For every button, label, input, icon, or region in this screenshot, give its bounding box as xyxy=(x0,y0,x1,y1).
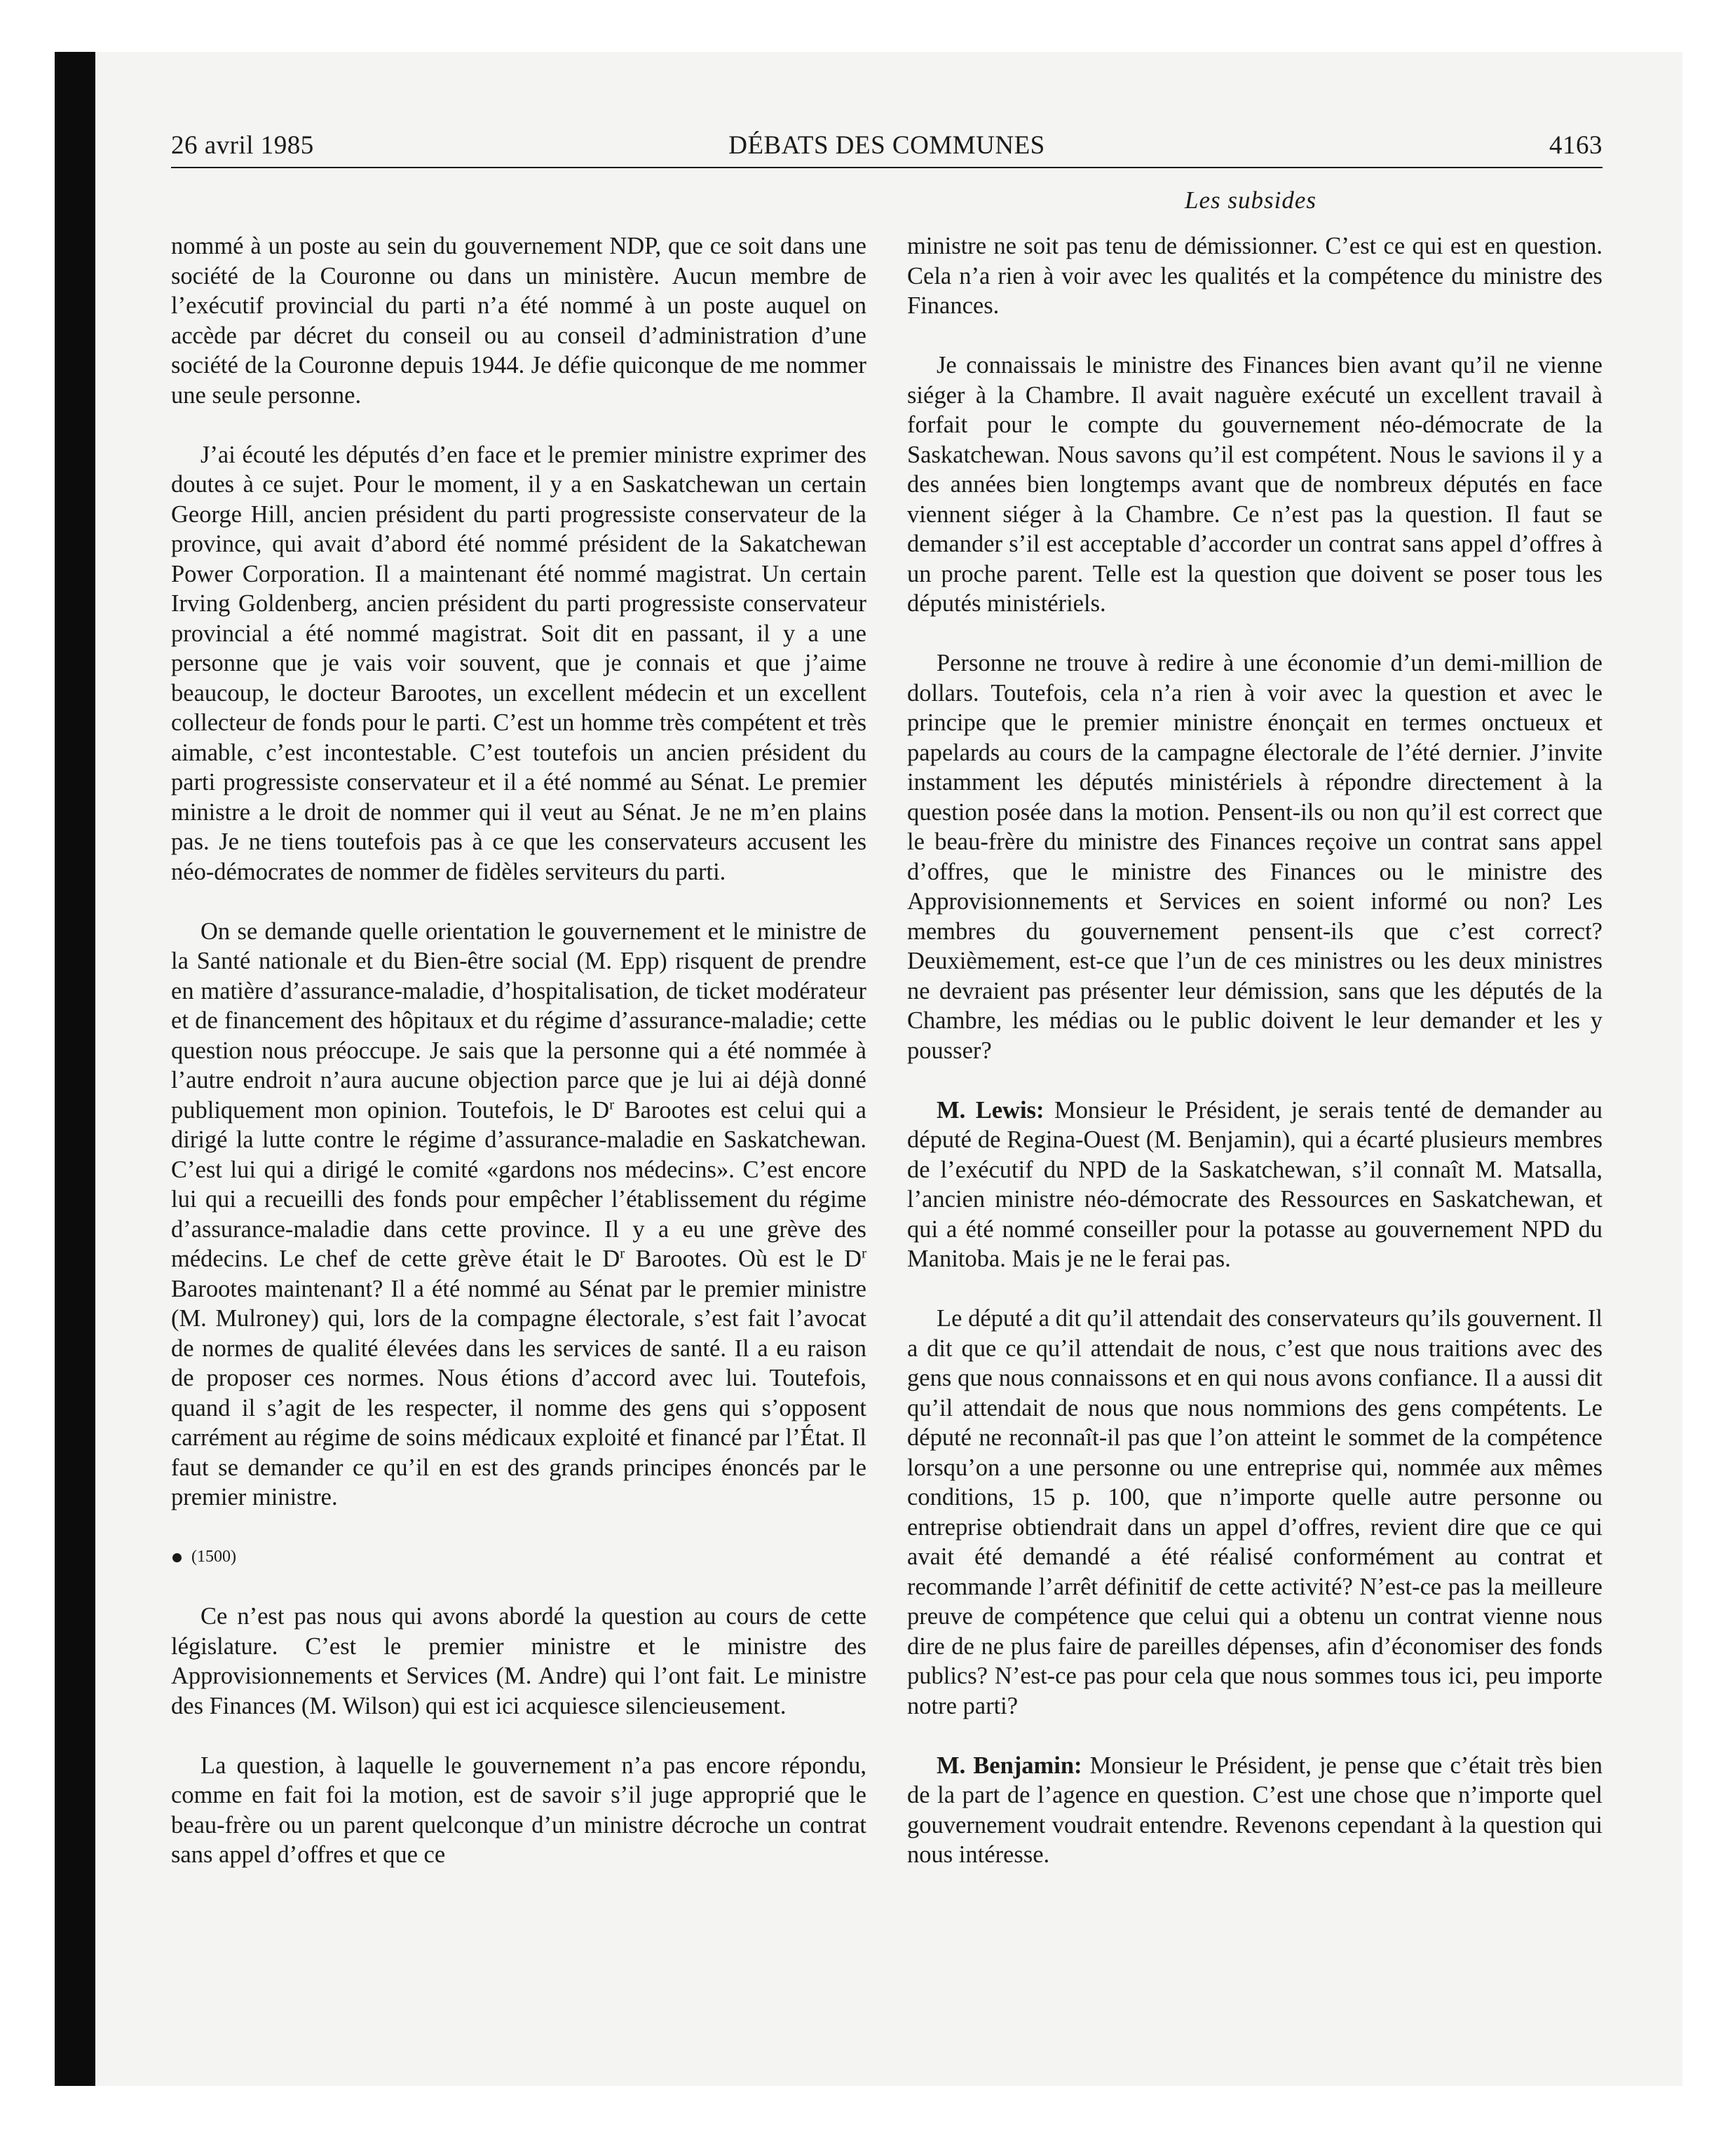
speaker-name: M. Lewis: xyxy=(937,1096,1045,1124)
speaker-name: M. Benjamin: xyxy=(937,1752,1082,1779)
header-publication: DÉBATS DES COMMUNES xyxy=(728,131,1045,160)
header-date: 26 avril 1985 xyxy=(171,131,314,160)
paragraph-text: Barootes maintenant? Il a été nommé au Sénat par le premier ministre (M. Mulroney) qui, lors de la compagne électorale, s’est fait l’avocat de normes de qualité élevées dans les services de santé. Il a eu raison de proposer ces normes. Nous étions d’accord avec lui. Toutefois, quand il s’agit de les respecter, il nomme des gens qui s’opposent carrément au régime de soins médicaux exploité et financé par l’État. Il faut se demander ce qu’il en est des grands principes énoncés par le premier ministre. xyxy=(171,1275,866,1510)
paragraph: Ce n’est pas nous qui avons abordé la question au cours de cette législature. C’est le premier ministre et le ministre des Approvisionnements et Services (M. Andre) qui l’ont fait. Le ministre des Finances (M. Wilson) qui est ici acquiesce silencieusement. xyxy=(171,1603,866,1719)
paragraph-text: Monsieur le Président, je pense que c’était très bien de la part de l’agence en question. C’est une chose que n’importe quel gouvernement voudrait entendre. Revenons cependant à la question qui nous intéresse. xyxy=(907,1752,1603,1868)
paragraph-text: Monsieur le Président, je serais tenté de demander au député de Regina-Ouest (M. Benjamin), qui a écarté plusieurs membres de l’exécutif du NPD de la Saskatchewan, s’il connaît M. Matsalla, l’ancien ministre néo-démocrate des Ressources en Saskatchewan, et qui a été nommé conseiller pour la potasse au gouvernement NPD du Manitoba. Mais je ne le ferai pas. xyxy=(907,1096,1603,1272)
timestamp xyxy=(171,1542,866,1572)
paragraph-text: Barootes. Où est le D xyxy=(625,1246,862,1272)
paragraph: Personne ne trouve à redire à une économie d’un demi-million de dollars. Toutefois, cela n’a rien à voir avec la question et avec le principe que le premier ministre énonçait en termes onctueux et papelards au cours de la campagne électorale de l’été dernier. J’invite instamment les députés ministériels à répondre directement à la question posée dans la motion. Pensent-ils ou non qu’il est correct que le beau-frère du ministre des Finances reçoive un contrat sans appel d’offres, que le ministre des Finances ou le ministre des Approvisionnements et Services en soient informé ou non? Les membres du gouvernement pensent-ils que c’est correct? Deuxièmement, est-ce que l’un de ces ministres ou les deux ministres ne devraient pas présenter leur démission, sans que les députés de la Chambre, les médias ou le public doivent le leur demander et les y pousser? xyxy=(907,650,1603,1064)
superscript: r xyxy=(862,1246,866,1262)
running-head: Les subsides xyxy=(1185,186,1316,214)
paragraph: Le député a dit qu’il attendait des conservateurs qu’ils gouvernent. Il a dit que ce qu’il attendait de nous, c’est que nous traitions avec des gens que nous connaissons et en qui nous avons confiance. Il a aussi dit qu’il attendait de nous que nous nommions des gens compétents. Le député ne reconnaît-il pas que l’on atteint le sommet de la compétence lorsqu’on a une personne ou une entreprise qui, nommée aux mêmes conditions, 15 p. 100, que n’importe quelle autre personne ou entreprise obtiendrait dans un appel d’offres, revient dire que ce qui avait été demandé a été réalisé conformément au contrat et recommande l’arrêt définitif de cette activité? N’est-ce pas la meilleure preuve de compétence que celui qui a obtenu un contrat vienne nous dire de ne plus faire de pareilles dépenses, afin d’économiser des fonds publics? N’est-ce pas pour cela que nous sommes tous ici, peu importe notre parti? xyxy=(907,1305,1603,1719)
paragraph: nommé à un poste au sein du gouvernement NDP, que ce soit dans une société de la Couronne ou dans un ministère. Aucun membre de l’exécutif provincial du parti n’a été nommé à un poste auquel on accède par décret du conseil ou au conseil d’administration d’une société de la Couronne depuis 1944. Je défie quiconque de me nommer une seule personne. xyxy=(171,233,866,409)
left-column xyxy=(171,231,866,1899)
paragraph xyxy=(907,1751,1603,1870)
scan-edge-bar xyxy=(55,52,95,2086)
superscript: r xyxy=(609,1097,615,1112)
bullet-icon xyxy=(172,1553,182,1562)
right-column xyxy=(907,231,1603,1899)
header-page-number: 4163 xyxy=(1549,131,1603,160)
paragraph xyxy=(907,1096,1603,1274)
paragraph-text: Barootes est celui qui a dirigé la lutte contre le régime d’assurance-maladie en Saskatchewan. C’est lui qui a dirigé le comité «gardons nos médecins». C’est encore lui qui a recueilli des fonds pour empêcher l’établissement du régime d’assurance-maladie dans cette province. Il y a eu une grève des médecins. Le chef de cette grève était le D xyxy=(171,1096,866,1272)
paragraph: Je connaissais le ministre des Finances bien avant qu’il ne vienne siéger à la Chambre. Il avait naguère exécuté un excellent travail à forfait pour le compte du gouvernement néo-démocrate de la Saskatchewan. Nous savons qu’il est compétent. Nous le savions il y a des années bien longtemps avant que de nombreux députés en face viennent siéger à la Chambre. Ce n’est pas la question. Il faut se demander s’il est acceptable d’accorder un contrat sans appel d’offres à un proche parent. Telle est la question que doivent se poser tous les députés ministériels. xyxy=(907,352,1603,617)
header-rule xyxy=(171,167,1603,168)
paragraph xyxy=(171,917,866,1513)
paragraph: La question, à laquelle le gouvernement n’a pas encore répondu, comme en fait foi la motion, est de savoir s’il juge approprié que le beau-frère ou un parent quelconque d’un ministre décroche un contrat sans appel d’offres et que ce xyxy=(171,1752,866,1868)
paragraph: ministre ne soit pas tenu de démissionner. C’est ce qui est en question. Cela n’a rien à voir avec les qualités et la compétence du ministre des Finances. xyxy=(907,233,1603,319)
page-header xyxy=(171,130,1603,167)
paragraph-text: On se demande quelle orientation le gouvernement et le ministre de la Santé nationale et du Bien-être social (M. Epp) risquent de prendre en matière d’assurance-maladie, d’hospitalisation, de ticket modérateur et de financement des hôpitaux et du régime d’assurance-maladie; cette question nous préoccupe. Je sais que la personne qui a été nommée à l’autre endroit n’aura aucune objection parce que je lui ai déjà donné publiquement mon opinion. Toutefois, le D xyxy=(171,917,866,1124)
timestamp-text: (1500) xyxy=(191,1548,236,1566)
superscript: r xyxy=(620,1246,625,1262)
paragraph: J’ai écouté les députés d’en face et le premier ministre exprimer des doutes à ce sujet. Pour le moment, il y a en Saskatchewan un certain George Hill, ancien président du parti progressiste conservateur de la province, qui avait d’abord été nommé président de la Sakatchewan Power Corporation. Il a maintenant été nommé magistrat. Un certain Irving Goldenberg, ancien président du parti progressiste conservateur provincial a été nommé magistrat. Soit dit en passant, il y a une personne que je vais voir souvent, que je connais et que j’aime beaucoup, le docteur Barootes, un excellent médecin et un excellent collecteur de fonds pour le parti. C’est un homme très compétent et très aimable, c’est incontestable. C’est toutefois un ancien président du parti progressiste conservateur et il a été nommé au Sénat. Le premier ministre a le droit de nommer qui il veut au Sénat. Je ne m’en plains pas. Je ne tiens toutefois pas à ce que les conservateurs accusent les néo-démocrates de nommer de fidèles serviteurs du parti. xyxy=(171,441,866,885)
